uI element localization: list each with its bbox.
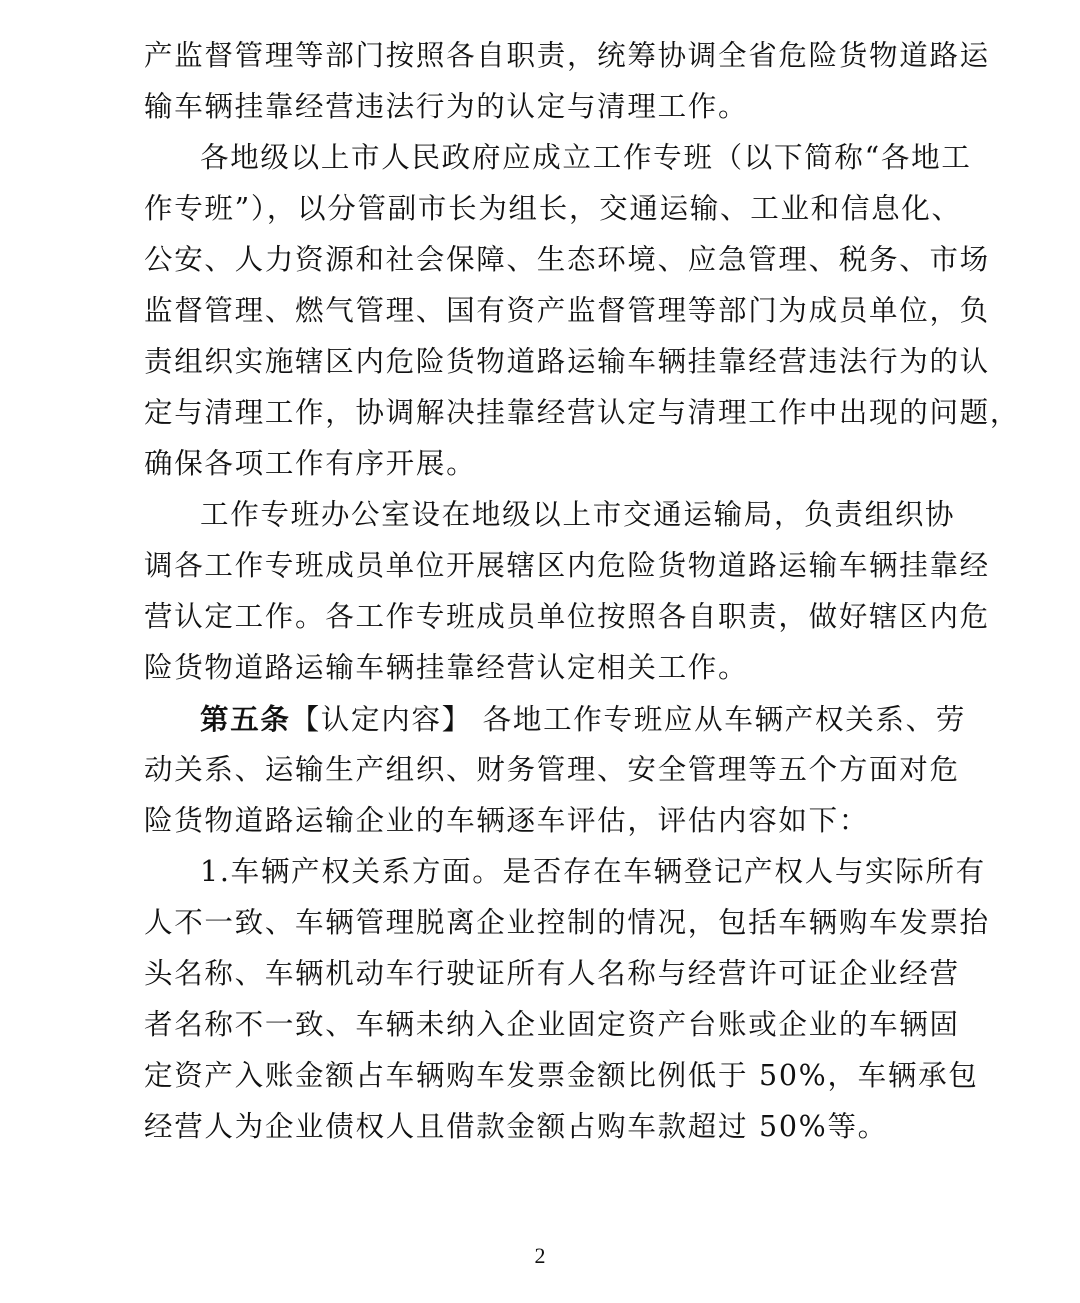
page-number: 2 [534, 1243, 546, 1268]
article-text: 【认定内容】 各地工作专班应从车辆产权关系、劳 [290, 703, 967, 736]
body-line: 确保各项工作有序开展。 [144, 447, 477, 480]
body-line: 输车辆挂靠经营违法行为的认定与清理工作。 [144, 90, 749, 123]
body-line: 各地级以上市人民政府应成立工作专班（以下简称“各地工 [200, 141, 972, 174]
body-line: 营认定工作。各工作专班成员单位按照各自职责，做好辖区内危 [144, 600, 990, 633]
body-line: 调各工作专班成员单位开展辖区内危险货物道路运输车辆挂靠经 [144, 549, 990, 582]
body-line: 动关系、运输生产组织、财务管理、安全管理等五个方面对危 [144, 753, 960, 786]
body-line: 1.车辆产权关系方面。是否存在车辆登记产权人与实际所有 [200, 855, 986, 888]
body-line: 人不一致、车辆管理脱离企业控制的情况，包括车辆购车发票抬 [144, 906, 990, 939]
body-line: 产监督管理等部门按照各自职责，统筹协调全省危险货物道路运 [144, 39, 990, 72]
body-line: 定与清理工作，协调解决挂靠经营认定与清理工作中出现的问题， [144, 396, 1021, 429]
body-line: 监督管理、燃气管理、国有资产监督管理等部门为成员单位，负 [144, 294, 990, 327]
body-line: 者名称不一致、车辆未纳入企业固定资产台账或企业的车辆固 [144, 1008, 960, 1041]
body-line: 责组织实施辖区内危险货物道路运输车辆挂靠经营违法行为的认 [144, 345, 990, 378]
body-line: 公安、人力资源和社会保障、生态环境、应急管理、税务、市场 [144, 243, 990, 276]
body-line: 险货物道路运输企业的车辆逐车评估，评估内容如下： [144, 804, 870, 837]
article-heading: 第五条 [200, 702, 291, 736]
body-line: 作专班”），以分管副市长为组长，交通运输、工业和信息化、 [144, 192, 962, 225]
body-line: 险货物道路运输车辆挂靠经营认定相关工作。 [144, 651, 749, 684]
body-line: 工作专班办公室设在地级以上市交通运输局，负责组织协 [200, 498, 956, 531]
article-line [200, 693, 967, 745]
body-line: 经营人为企业债权人且借款金额占购车款超过 50%等。 [144, 1110, 888, 1143]
body-line: 定资产入账金额占车辆购车发票金额比例低于 50%，车辆承包 [144, 1059, 979, 1092]
body-line: 头名称、车辆机动车行驶证所有人名称与经营许可证企业经营 [144, 957, 960, 990]
